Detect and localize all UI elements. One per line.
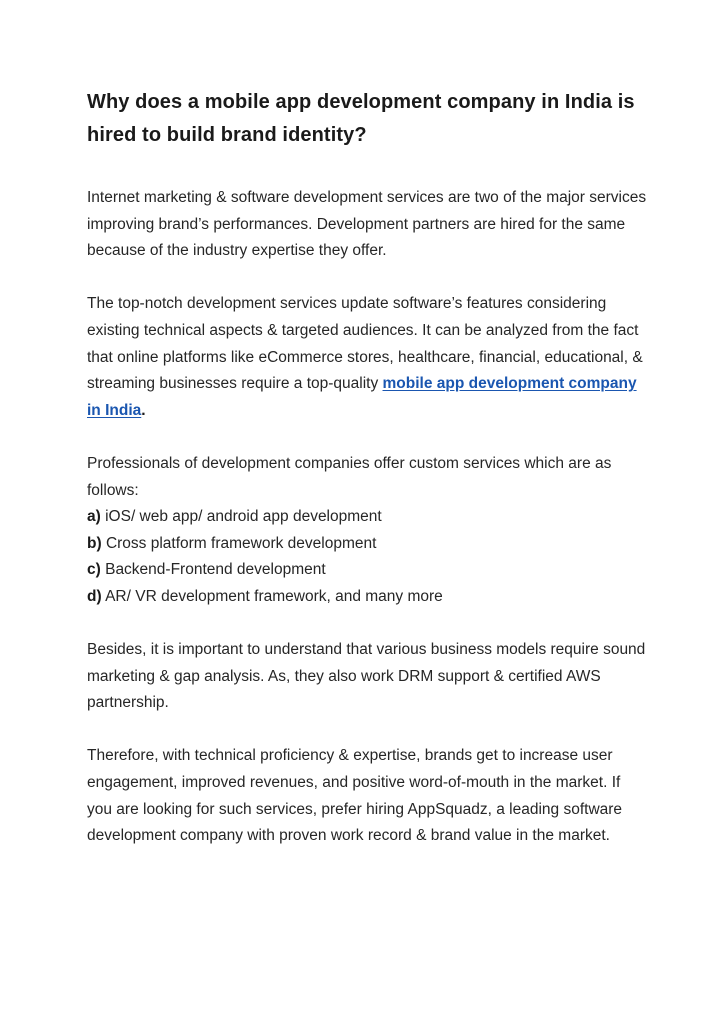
list-marker: b) bbox=[87, 534, 102, 552]
document-content bbox=[87, 86, 647, 850]
spacer bbox=[87, 265, 647, 292]
list-item-text: iOS/ web app/ android app development bbox=[100, 508, 382, 526]
spacer bbox=[87, 611, 647, 638]
list-item bbox=[87, 584, 647, 611]
list-item bbox=[87, 557, 647, 584]
spacer bbox=[87, 424, 647, 451]
list-item bbox=[87, 504, 647, 531]
list-marker: d) bbox=[87, 587, 102, 605]
list-item-text: Backend-Frontend development bbox=[100, 561, 326, 579]
paragraph-business-models: Besides, it is important to understand that various business models require sound marketing & gap analysis. As, they also work DRM support & certified AWS partnership. bbox=[87, 641, 646, 712]
list-item-text: AR/ VR development framework, and many more bbox=[101, 587, 443, 605]
spacer bbox=[87, 152, 647, 185]
paragraph-services-text: The top-notch development services update software’s features considering existing technical aspects & targeted audiences. It can be analyzed from the fact that online platforms like eCommerce stores, healthcare, financial, educational, & streaming businesses require a top-quality bbox=[87, 295, 643, 393]
list-marker: c) bbox=[87, 561, 101, 579]
paragraph-intro: Internet marketing & software development services are two of the major services improving brand’s performances. Development partners are hired for the same because of the industry expertise they offer. bbox=[87, 189, 647, 260]
list-item-text: Cross platform framework development bbox=[101, 534, 377, 552]
list-item bbox=[87, 531, 647, 558]
paragraph-services bbox=[87, 291, 647, 424]
spacer bbox=[87, 717, 647, 744]
mobile-app-development-link[interactable]: mobile app development company in India bbox=[87, 375, 637, 419]
paragraph-professionals: Professionals of development companies offer custom services which are as follows: bbox=[87, 454, 612, 499]
list-marker: a) bbox=[87, 508, 101, 526]
paragraph-services-end: . bbox=[141, 401, 146, 419]
document-title: Why does a mobile app development company in India is hired to build brand identity? bbox=[87, 91, 635, 146]
paragraph-conclusion: Therefore, with technical proficiency & expertise, brands get to increase user engagement, improved revenues, and positive word-of-mouth in the market. If you are looking for such services, prefer hiring AppSquadz, a leading software development company with proven work record & brand value in the market. bbox=[87, 747, 623, 845]
